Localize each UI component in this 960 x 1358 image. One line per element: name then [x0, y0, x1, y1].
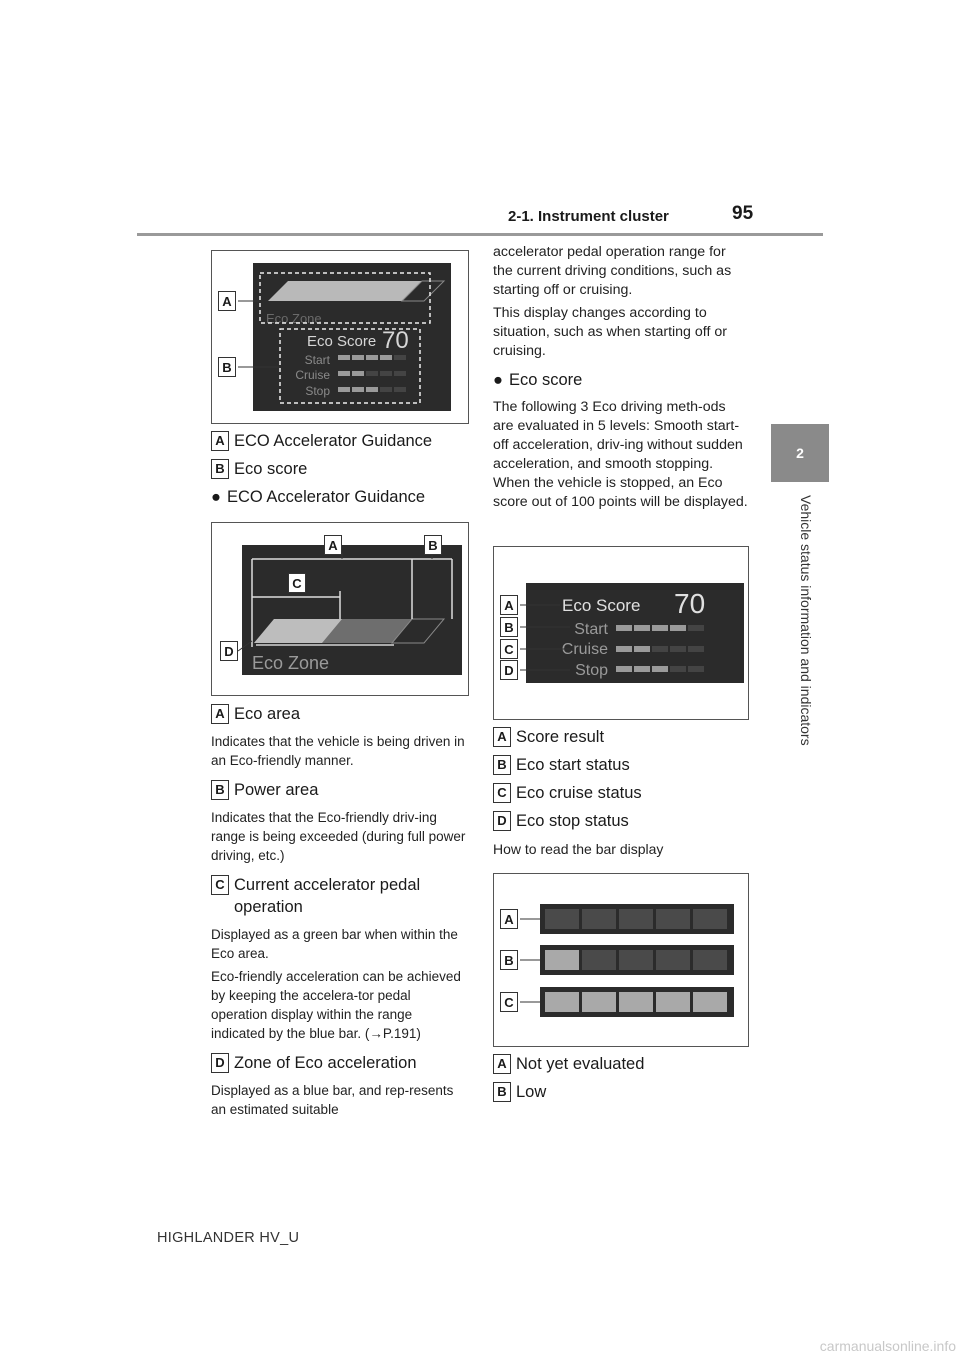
eco-accelerator-figure — [211, 522, 469, 696]
legend-item — [493, 810, 642, 832]
legend-text: Not yet evaluated — [516, 1055, 645, 1073]
section-title: Eco score — [508, 371, 583, 389]
eco-display-figure — [211, 250, 469, 424]
left-items — [211, 703, 467, 1119]
bar-row — [520, 904, 734, 934]
watermark: carmanualsonline.info — [819, 1338, 956, 1354]
callout-b: B — [500, 617, 518, 637]
chapter-title: Vehicle status information and indicators — [798, 495, 814, 746]
callout-b: B — [218, 357, 236, 377]
bar-display-figure — [493, 873, 749, 1047]
cruise-row-label: Cruise — [561, 641, 608, 658]
start-row-label: Start — [574, 621, 608, 638]
fig4-legend — [493, 1053, 644, 1103]
eco-zone-text: Eco Zone — [266, 311, 322, 326]
stop-row-bars — [616, 666, 704, 672]
callout-d: D — [220, 641, 238, 661]
legend-item — [211, 458, 307, 480]
bar-row — [520, 987, 734, 1017]
page-number: 95 — [732, 203, 754, 224]
stop-row-bars — [338, 387, 406, 392]
section-heading-eco-score — [493, 369, 749, 391]
legend-item — [493, 782, 642, 804]
start-row-bars — [338, 355, 406, 360]
bar-segment — [619, 992, 653, 1012]
callout-c: C — [288, 573, 306, 593]
legend-label: A — [493, 1054, 511, 1074]
legend-text: Eco cruise status — [516, 784, 642, 802]
item-description: Displayed as a green bar when within the Eco area. — [211, 927, 458, 961]
legend-item — [211, 703, 467, 725]
bar-segment — [582, 950, 616, 970]
legend-item — [211, 779, 467, 801]
section-heading-eco-accel — [211, 486, 425, 508]
legend-text: ECO Accelerator Guidance — [234, 432, 433, 450]
eco-score-text: Eco Score — [562, 596, 641, 615]
legend-text: Score result — [516, 728, 605, 746]
legend-label: D — [493, 811, 511, 831]
legend-text: Eco start status — [516, 756, 630, 774]
eco-display-illustration — [212, 251, 468, 423]
stop-row-label: Stop — [575, 662, 608, 679]
bar-display-illustration — [494, 874, 748, 1046]
callout-c: C — [500, 639, 518, 659]
paragraph: The following 3 Eco driving meth-ods are evaluated in 5 levels: Smooth start-off acceleration, driv-ing without sudden acceleration, and smooth stopping. When the vehicle is stopped, an Eco score out of 100 points will be displayed. — [493, 399, 748, 510]
item-description: Displayed as a blue bar, and rep-resents an estimated suitable — [211, 1083, 454, 1117]
score-value: 70 — [382, 327, 409, 354]
legend-item — [211, 430, 432, 452]
item-description: Eco-friendly acceleration can be achieved by keeping the accelera-tor pedal operation display within the range indicated by the blue bar. (→P.191) — [211, 969, 461, 1041]
eco-score-figure — [493, 546, 749, 720]
bar-segment — [693, 909, 727, 929]
header-rule — [137, 233, 823, 236]
bullet-icon: ● — [211, 488, 221, 506]
item-title: Zone of Eco acceleration — [234, 1054, 417, 1072]
chapter-tab: 2 — [771, 424, 829, 482]
legend-item — [493, 754, 642, 776]
eco-score-text: Eco Score — [307, 333, 377, 350]
callout-d: D — [500, 660, 518, 680]
bar-segment — [693, 992, 727, 1012]
section-title: ECO Accelerator Guidance — [226, 488, 426, 506]
cruise-row-bars — [338, 371, 406, 376]
cruise-row-label: Cruise — [295, 368, 330, 382]
item-description: Indicates that the vehicle is being driven in an Eco-friendly manner. — [211, 734, 465, 768]
callout-b: B — [500, 950, 518, 970]
legend-text: Low — [516, 1083, 547, 1101]
legend-label: B — [211, 459, 229, 479]
start-row-bars — [616, 625, 704, 631]
bar-segment — [656, 909, 690, 929]
legend-label: D — [211, 1053, 229, 1073]
legend-label: C — [493, 783, 511, 803]
legend-label: B — [211, 780, 229, 800]
footer-model: HIGHLANDER HV_U — [157, 1230, 300, 1246]
stop-row-label: Stop — [305, 384, 330, 398]
eco-score-illustration — [494, 547, 748, 719]
callout-a: A — [218, 291, 236, 311]
bar-segment — [656, 950, 690, 970]
eco-zone-text: Eco Zone — [252, 653, 330, 673]
score-value: 70 — [674, 588, 706, 619]
paragraph: accelerator pedal operation range for the current driving conditions, such as starting off or cruising. — [493, 244, 732, 298]
right-text — [493, 243, 749, 512]
bar-segment — [656, 992, 690, 1012]
section-header: 2-1. Instrument cluster — [508, 208, 669, 225]
bar-segment — [619, 909, 653, 929]
legend-label: C — [211, 875, 229, 895]
legend-text: Eco stop status — [516, 812, 629, 830]
callout-a: A — [500, 595, 518, 615]
cruise-row-bars — [616, 646, 704, 652]
bar-segment — [619, 950, 653, 970]
legend-item — [493, 726, 642, 748]
bar-note: How to read the bar display — [493, 841, 664, 857]
legend-text: Eco score — [234, 460, 308, 478]
bar-row — [520, 945, 734, 975]
bar-segment — [545, 950, 579, 970]
legend-label: A — [493, 727, 511, 747]
item-title: Power area — [234, 781, 319, 799]
start-row-label: Start — [304, 353, 330, 367]
fig3-legend — [493, 726, 642, 832]
paragraph: This display changes according to situation, such as when starting off or cruising. — [493, 305, 727, 359]
legend-label: B — [493, 1082, 511, 1102]
callout-a: A — [324, 535, 342, 555]
bar-segment — [545, 992, 579, 1012]
legend-item — [211, 874, 467, 918]
bar-segment — [582, 992, 616, 1012]
legend-label: A — [211, 704, 229, 724]
item-description: Indicates that the Eco-friendly driv-ing range is being exceeded (during full power driving, etc.) — [211, 810, 466, 863]
legend-label: A — [211, 431, 229, 451]
bar-segment — [545, 909, 579, 929]
legend-item — [211, 1052, 467, 1074]
item-title: Eco area — [234, 705, 301, 723]
legend-label: B — [493, 755, 511, 775]
callout-c: C — [500, 992, 518, 1012]
item-title: Current accelerator pedal operation — [234, 876, 421, 916]
legend-item — [493, 1053, 644, 1075]
bar-segment — [693, 950, 727, 970]
bullet-icon: ● — [493, 371, 503, 389]
callout-a: A — [500, 909, 518, 929]
legend-item — [493, 1081, 644, 1103]
callout-b: B — [424, 535, 442, 555]
bar-segment — [582, 909, 616, 929]
